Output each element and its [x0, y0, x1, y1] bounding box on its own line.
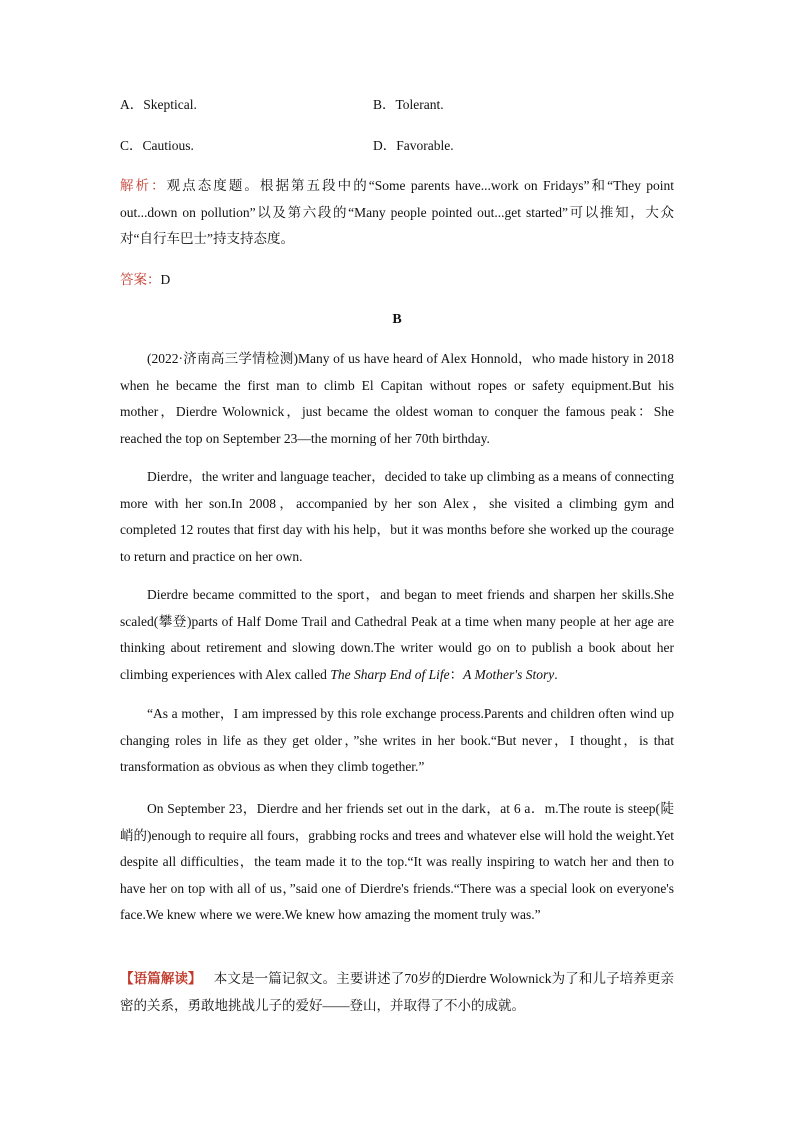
- passage-paragraph-4: “As a mother，I am impressed by this role exchange process.Parents and children often wind up changing roles in life as they get older，”she writes in her book.“But never，I thought，is that transformation as obvious as when they climb together.”: [120, 706, 674, 774]
- option-d[interactable]: D．Favorable.: [373, 138, 454, 153]
- title-separator: ：: [449, 666, 464, 682]
- passage-paragraph-3: [120, 582, 674, 688]
- option-b[interactable]: B．Tolerant.: [373, 97, 444, 112]
- analysis-text: 观点态度题。根据第五段中的“Some parents have...work on Fridays”和“They point out...down on pollution”以及第六段的“Many people pointed out...get started”可以推知，大众对“自行车巴士”持支持态度。: [120, 178, 674, 246]
- passage-paragraph-5: On September 23，Dierdre and her friends set out in the dark，at 6 a．m.The route is steep(陡峭的)enough to require all fours，grabbing rocks and trees and whatever else will hold the weight.Yet despite all difficulties，the team made it to the top.“It was really inspiring to watch her and then to have her on top with all of us，”said one of Dierdre's friends.“There was a special look on everyone's face.We knew where we were.We knew how amazing the moment truly was.”: [120, 801, 674, 922]
- section-title: B: [392, 312, 402, 327]
- option-c[interactable]: C．Cautious.: [120, 138, 194, 153]
- paragraph-3-text: Dierdre became committed to the sport，and began to meet friends and sharpen her skills.She scaled(攀登)parts of Half Dome Trail and Cathedral Peak at a time when many people at her age are thinking about retirement and slowing down.The writer would go on to publish a book about her climbing experiences with Alex called: [120, 587, 674, 682]
- interpretation-label: 【语篇解读】: [120, 971, 202, 986]
- analysis-block: [120, 173, 674, 253]
- passage-paragraph-2: Dierdre，the writer and language teacher，decided to take up climbing as a means of connecting more with her son.In 2008，accompanied by her son Alex，she visited a climbing gym and completed 12 routes that first day with his help，but it was months before she worked up the courage to return and practice on her own.: [120, 469, 674, 564]
- passage-paragraph-1: (2022·济南高三学情检测)Many of us have heard of Alex Honnold，who made history in 2018 when he became the first man to climb El Capitan without ropes or safety equipment.But his mother，Dierdre Wolownick，just became the oldest woman to conquer the famous peak：She reached the top on September 23—the morning of her 70th birthday.: [120, 351, 674, 446]
- book-title: The Sharp End of Life: [330, 666, 450, 682]
- answer-value: D: [160, 272, 171, 287]
- paragraph-3-end: .: [554, 666, 558, 682]
- answer-label: 答案：: [120, 272, 161, 287]
- book-subtitle: A Mother's Story: [463, 666, 555, 682]
- answer-block: [120, 267, 674, 294]
- interpretation-text: 本文是一篇记叙文。主要讲述了70岁的Dierdre Wolownick为了和儿子培养更亲密的关系，勇敢地挑战儿子的爱好——登山，并取得了不小的成就。: [120, 971, 675, 1013]
- analysis-label: 解析：: [120, 178, 167, 193]
- interpretation-block: [120, 966, 674, 1019]
- option-a[interactable]: A．Skeptical.: [120, 97, 197, 112]
